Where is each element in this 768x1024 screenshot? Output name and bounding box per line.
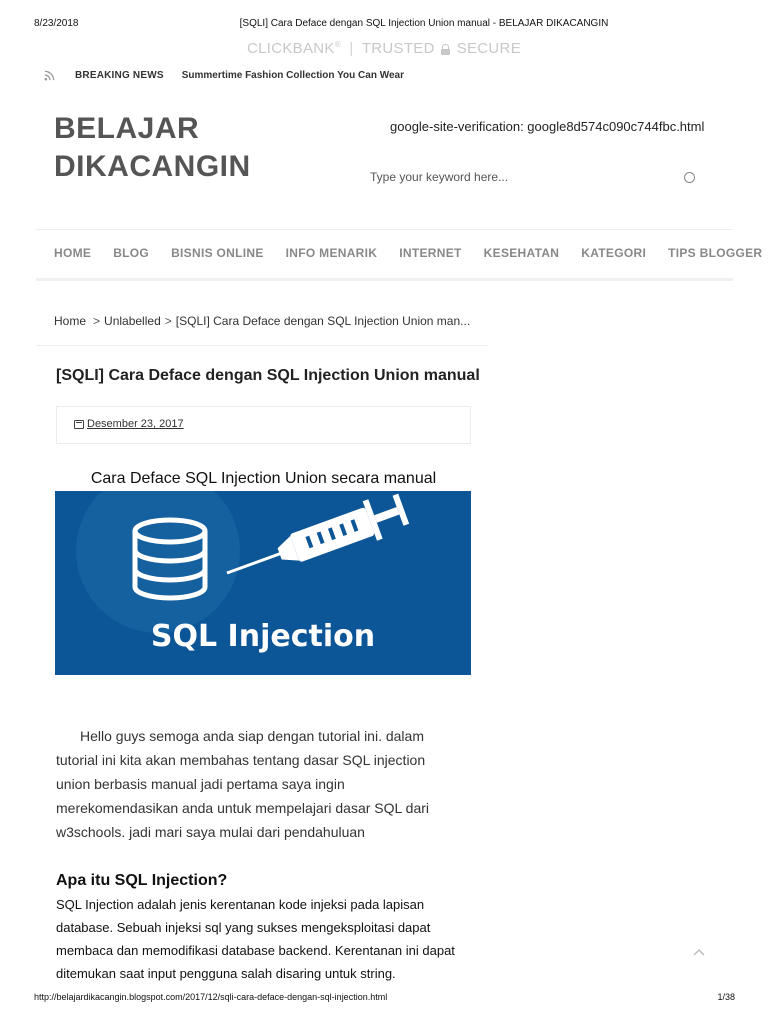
- breadcrumb-current: [SQLI] Cara Deface dengan SQL Injection Union man...: [175, 314, 471, 328]
- breadcrumb: [54, 314, 470, 328]
- calendar-icon: [74, 420, 84, 429]
- search-icon[interactable]: [684, 172, 695, 183]
- section-heading: Apa itu SQL Injection?: [56, 872, 228, 889]
- nav-item-info-menarik[interactable]: INFO MENARIK: [285, 246, 378, 260]
- print-date: 8/23/2018: [34, 18, 79, 29]
- print-page-title: [SQLI] Cara Deface dengan SQL Injection Union manual - BELAJAR DIKACANGIN: [239, 18, 609, 29]
- breaking-news-bar: [44, 67, 404, 83]
- breadcrumb-category[interactable]: Unlabelled: [104, 314, 161, 328]
- rss-icon[interactable]: [44, 70, 55, 81]
- nav-item-kesehatan[interactable]: KESEHATAN: [483, 246, 560, 260]
- chevron-right-icon: >: [164, 314, 172, 328]
- hero-image-title: SQL Injection: [150, 619, 376, 654]
- post-intro: [56, 724, 456, 844]
- lock-icon: [441, 44, 450, 54]
- scroll-to-top-button[interactable]: [690, 944, 708, 962]
- site-title-line1: BELAJAR: [54, 112, 200, 145]
- chevron-right-icon: >: [93, 314, 101, 328]
- site-title[interactable]: [54, 110, 251, 186]
- print-footer: [0, 992, 768, 1006]
- image-caption: Cara Deface SQL Injection Union secara manual: [90, 470, 437, 487]
- clickbank-trusted-banner: [0, 40, 768, 57]
- breaking-news-link[interactable]: Summertime Fashion Collection You Can Wear: [181, 69, 404, 81]
- banner-trusted: TRUSTED: [361, 40, 435, 57]
- print-page-number: 1/38: [717, 992, 735, 1002]
- print-url: http://belajardikacangin.blogspot.com/2017/12/sqli-cara-deface-dengan-sql-injection.html: [34, 992, 388, 1002]
- nav-item-internet[interactable]: INTERNET: [399, 246, 462, 260]
- main-nav: [54, 246, 768, 262]
- post-meta: [56, 406, 471, 444]
- banner-separator: |: [349, 40, 354, 57]
- intro-paragraph: Hello guys semoga anda siap dengan tutorial ini. dalam tutorial ini kita akan membahas tentang dasar SQL injection union berbasis manual jadi pertama saya ingin merekomendasikan anda untuk mempelajari dasar SQL dari w3schools. jadi mari saya mulai dari pendahuluan: [56, 728, 430, 840]
- nav-item-bisnis-online[interactable]: BISNIS ONLINE: [171, 246, 264, 260]
- site-verification-text: google-site-verification: google8d574c090c744fbc.html: [390, 119, 705, 134]
- nav-item-home[interactable]: HOME: [54, 246, 92, 260]
- post-date: [74, 418, 184, 430]
- site-title-line2: DIKACANGIN: [54, 150, 251, 183]
- search-box: [370, 166, 700, 188]
- breadcrumb-home[interactable]: Home: [54, 314, 87, 328]
- syringe-icon: [220, 491, 411, 593]
- nav-divider-top: [36, 229, 733, 230]
- nav-item-kategori[interactable]: KATEGORI: [581, 246, 647, 260]
- banner-secure: SECURE: [456, 40, 521, 57]
- nav-divider-bottom: [36, 278, 733, 281]
- nav-item-blog[interactable]: BLOG: [113, 246, 150, 260]
- post-hero-image: [55, 491, 471, 675]
- clickbank-brand: CLICKBANK: [247, 40, 335, 57]
- chevron-up-icon: [690, 944, 708, 962]
- clickbank-registered-mark: ®: [334, 40, 341, 49]
- post-date-text[interactable]: Desember 23, 2017: [87, 418, 184, 430]
- search-input[interactable]: [370, 166, 670, 188]
- post-title: [SQLI] Cara Deface dengan SQL Injection Union manual: [56, 367, 480, 384]
- section-body: SQL Injection adalah jenis kerentanan kode injeksi pada lapisan database. Sebuah injeksi sql yang sukses mengeksploitasi dapat membaca dan memodifikasi database backend. Kerentanan ini dapat ditemukan saat input pengguna salah disaring untuk string.: [56, 897, 455, 981]
- print-header: [0, 18, 768, 32]
- nav-item-tips-blogger[interactable]: TIPS BLOGGER: [668, 246, 763, 260]
- breadcrumb-divider: [36, 345, 488, 346]
- breaking-news-label: BREAKING NEWS: [75, 69, 164, 81]
